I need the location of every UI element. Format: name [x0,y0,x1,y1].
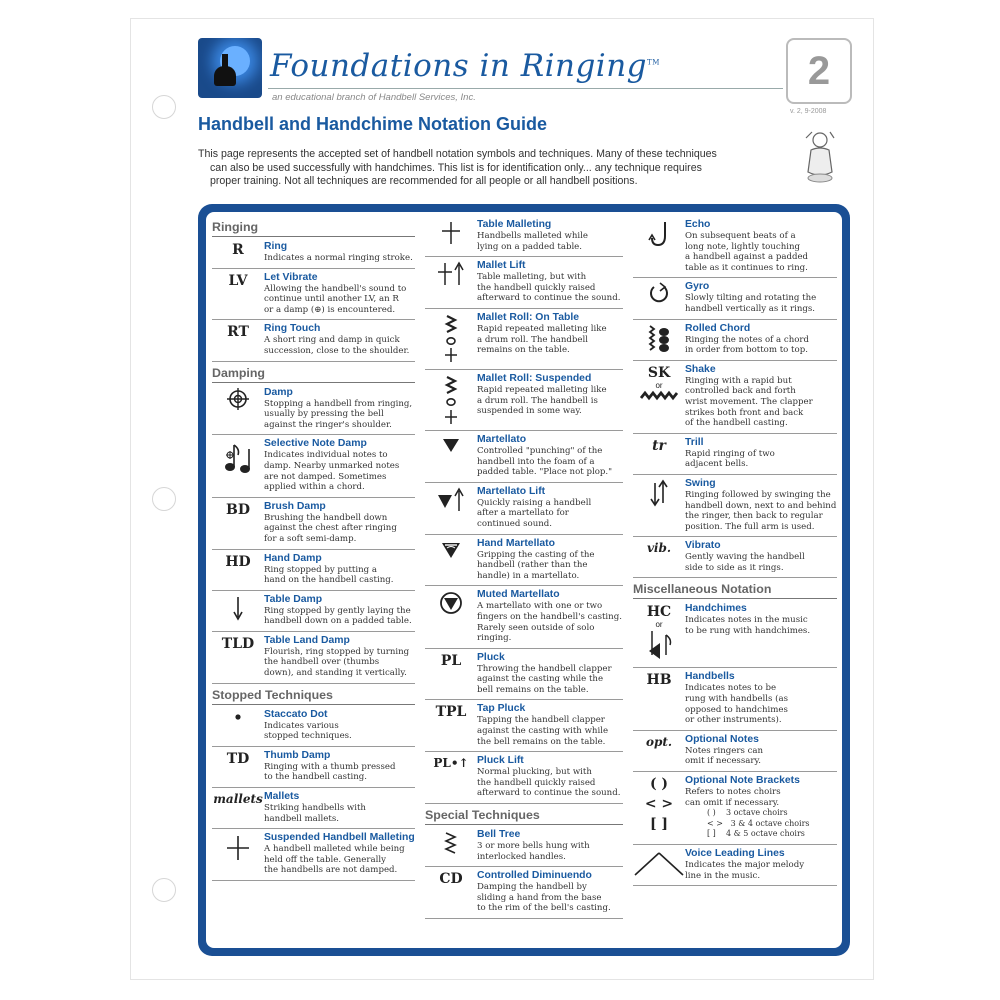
technique-description: usually by pressing the bell [264,409,384,420]
notation-entry-mallets [212,788,415,829]
notation-symbol [212,501,264,545]
notation-entry-table-malleting [425,216,623,257]
notation-entry-handchimes [633,600,837,668]
notation-entry-gyro [633,278,837,319]
technique-description: damp. Nearby unmarked notes [264,460,400,471]
notation-entry-mallet-roll-on-table [425,309,623,370]
notation-symbol [633,323,685,356]
technique-name: Table Malleting [477,219,552,230]
page-number: 2 [786,38,852,104]
technique-name: Bell Tree [477,829,521,841]
technique-description: strikes both front and back [685,407,804,418]
notation-entry-mallet-roll-suspended [425,370,623,431]
technique-description: Tapping the handbell clapper [477,715,605,726]
technique-description: hand on the handbell casting. [264,575,394,586]
notation-entry-table-land-damp [212,632,415,684]
symbol-text: vib. [646,541,672,556]
symbol-text: RT [227,324,249,341]
notation-symbol [633,848,685,881]
technique-description: against the ringer's shoulder. [264,419,392,430]
notation-column-2 [425,216,623,919]
section-heading-miscellaneous-notation: Miscellaneous Notation [633,578,837,599]
technique-description: held off the table. Generally [264,854,386,865]
technique-description: the handbells are not damped. [264,865,398,876]
technique-description: 3 or more bells hung with [477,841,590,852]
technique-description: to the rim of the bell's casting. [477,903,611,914]
symbol-or-label: or [655,620,663,630]
notation-symbol [212,594,264,627]
technique-description: succession, close to the shoulder. [264,345,410,356]
notation-entry-shake [633,361,837,434]
technique-description: Gripping the casting of the [477,549,595,560]
notation-symbol [425,373,477,426]
technique-description: the handbell quickly raised [477,777,596,788]
technique-description: long note, lightly touching [685,241,801,252]
technique-name: Echo [685,219,711,230]
technique-description: Indicates the major melody [685,860,805,870]
notation-entry-optional-notes [633,731,837,772]
symbol-or-label: or [655,380,663,390]
technique-name: Trill [685,436,704,448]
bell-tree-icon [425,830,477,858]
technique-name: Handbells [685,671,735,683]
technique-name: Hand Damp [264,552,322,564]
technique-description: Ringing with a rapid but [685,375,792,386]
technique-description: rung with handbells (as [685,694,789,705]
technique-name: Optional Notes [685,733,759,745]
symbol-text: BD [226,501,250,518]
technique-description: after a martellato for [477,508,569,519]
technique-name: Controlled Diminuendo [477,870,592,882]
technique-description: the ringer, then back to regular [685,511,823,522]
technique-name: Table Damp [264,593,323,605]
technique-description: Stopping a handbell from ringing, [264,398,413,409]
notation-symbol [212,553,264,586]
swing-arrows-icon [633,479,685,507]
technique-name: Suspended Handbell Malleting [264,832,415,844]
technique-description: in order from bottom to top. [685,345,808,356]
technique-name: Table Land Damp [264,634,350,646]
technique-description: Striking handbells with [264,803,366,814]
symbol-text: PL [440,652,462,669]
notation-entry-table-damp [212,591,415,632]
technique-description: are not damped. Sometimes [264,471,387,482]
notation-entry-hand-martellato [425,535,623,587]
technique-description: Flourish, ring stopped by turning [264,646,410,657]
notation-symbol [633,364,685,429]
technique-name: Staccato Dot [264,708,328,720]
technique-name: Tap Pluck [477,703,526,715]
technique-description: the bell remains on the table. [477,736,606,747]
symbol-text: HC [646,604,672,621]
notation-entry-handbells [633,668,837,730]
notation-symbol [212,750,264,783]
notation-entry-trill [633,434,837,475]
notation-entry-ring-touch [212,320,415,361]
notation-symbol [633,734,685,767]
notation-symbol [425,829,477,862]
tagline: an educational branch of Handbell Services, Inc. [272,92,476,103]
technique-description: for a soft semi-damp. [264,533,357,544]
voice-leading-icon [633,849,685,877]
technique-description: Allowing the handbell's sound to [264,283,407,294]
notation-entry-let-vibrate [212,269,415,321]
technique-description: Rapid repeated malleting like [477,323,607,334]
notation-entry-swing [633,475,837,537]
technique-name: Pluck [477,651,505,663]
technique-description: position. The full arm is used. [685,521,815,532]
notation-symbol [212,323,264,356]
selective-damp-notes-icon [212,439,264,475]
rolled-chord-icon [633,324,685,354]
notation-entry-echo [633,216,837,278]
gyro-icon [633,282,685,306]
notation-entry-controlled-diminuendo [425,867,623,919]
section-heading-stopped-techniques: Stopped Techniques [212,684,415,705]
notation-symbol [425,260,477,304]
ringer-mascot-icon [800,128,840,184]
technique-name: Vibrato [685,540,721,552]
technique-name: Damp [264,386,293,398]
notation-symbol [425,312,477,365]
notation-entry-suspended-handbell-malleting [212,829,415,881]
brand-underline [268,88,783,89]
symbol-text: TD [226,750,250,767]
technique-name: Shake [685,363,716,375]
technique-name: Martellato Lift [477,485,546,497]
notation-symbol [633,540,685,573]
symbol-text: [ ] [649,816,669,833]
notation-symbol [212,272,264,316]
technique-description: Rapid repeated malleting like [477,384,607,395]
technique-name: Rolled Chord [685,322,751,334]
technique-description: Quickly raising a handbell [477,497,592,508]
notation-entry-rolled-chord [633,320,837,361]
technique-name: Ring Touch [264,323,321,335]
technique-description: the handbell over (thumbs [264,657,380,668]
section-heading-special-techniques: Special Techniques [425,804,623,825]
technique-name: Mallet Roll: On Table [477,311,579,323]
technique-description: Normal plucking, but with [477,767,592,778]
technique-description: remains on the table. [477,345,570,356]
mallet-lift-icon [425,261,477,287]
notation-entry-optional-note-brackets [633,772,837,845]
handchime-note-icon [633,629,685,663]
logo-icon [198,38,262,98]
symbol-text: HD [225,553,251,570]
technique-description: or a damp (⊕) is encountered. [264,304,396,315]
technique-description: continue until another LV, an R [264,294,399,305]
echo-icon [633,220,685,248]
binder-hole [152,95,176,119]
technique-description: Handbells malleted while [477,231,588,241]
martellato-lift-icon [425,487,477,513]
notation-symbol [425,538,477,582]
technique-description: to be rung with handchimes. [685,626,811,637]
technique-description: Damping the handbell by [477,882,587,893]
mallet-roll-table-icon [425,313,477,365]
technique-description: the handbell quickly raised [477,282,596,293]
technique-description: handbell (rather than the [477,560,588,571]
technique-description: down), and standing it vertically. [264,668,407,679]
technique-description: Ringing with a thumb pressed [264,761,396,772]
technique-description: to the handbell casting. [264,772,367,783]
notation-entry-ring [212,238,415,269]
technique-description: controlled back and forth [685,386,796,397]
notation-entry-martellato-lift [425,483,623,535]
technique-name: Ring [264,241,288,252]
technique-description: a drum roll. The handbell [477,334,588,345]
technique-description: Notes ringers can [685,745,764,756]
notation-entry-selective-note-damp [212,435,415,497]
technique-description: A handbell malleted while being [264,844,405,855]
technique-name: Optional Note Brackets [685,775,800,787]
technique-description: Rapid ringing of two [685,448,775,459]
notation-entry-staccato-dot [212,706,415,747]
technique-description: adjacent bells. [685,459,749,470]
notation-symbol [633,219,685,273]
technique-description: a handbell against a padded [685,252,809,263]
symbol-text: < > [644,796,674,813]
technique-description: interlocked handles. [477,851,566,862]
technique-description: handbell vertically as it rings. [685,303,816,314]
technique-name: Gyro [685,281,710,293]
technique-name: Martellato [477,433,527,445]
notation-symbol [633,478,685,532]
notation-symbol [425,486,477,530]
notation-entry-vibrato [633,537,837,578]
symbol-text: PL•↑ [433,756,469,771]
notation-entry-mallet-lift [425,257,623,309]
notation-entry-muted-martellato [425,586,623,648]
technique-description: opposed to handchimes [685,704,788,715]
symbol-text: mallets [213,792,263,807]
notation-symbol [425,589,477,643]
notation-symbol [633,281,685,314]
section-heading-ringing: Ringing [212,216,415,237]
technique-name: Mallets [264,791,300,803]
technique-description: lying on a padded table. [477,241,583,252]
brand-name: Foundations in Ringing™ [270,48,660,84]
technique-description: Gently waving the handbell [685,552,805,563]
version-label: v. 2, 9-2008 [790,108,827,115]
intro-paragraph: This page represents the accepted set of handbell notation symbols and techniques. Many of these techniques can also be used successfully with handchimes. This list is for identification only... any technique requires proper training. Not all techniques are recommended for all people or all handbell positions. [198,148,717,187]
technique-description: of the handbell casting. [685,418,788,429]
staccato-dot-icon [212,710,264,724]
technique-description: wrist movement. The clapper [685,396,813,407]
technique-description: Ringing the notes of a chord [685,334,810,345]
notation-entry-pluck-lift [425,752,623,804]
technique-description: against the chest after ringing [264,523,397,534]
notation-symbol [212,709,264,742]
bracket-legend-line: [ ] 4 & 5 octave choirs [707,829,805,839]
technique-description: applied within a chord. [264,482,365,493]
technique-description: padded table. "Place not plop." [477,467,613,478]
notation-entry-thumb-damp [212,747,415,788]
symbol-text: LV [228,272,248,289]
notation-symbol [633,775,685,840]
technique-description: continued sound. [477,518,552,529]
technique-description: bell remains on the table. [477,684,589,695]
technique-description: Rarely seen outside of solo ringing. [477,622,595,644]
symbol-text: ( ) [649,776,669,793]
table-mallet-icon [425,220,477,246]
technique-description: table as it continues to ring. [685,262,808,273]
technique-description: handbell down on a padded table. [264,616,412,627]
technique-description: Indicates notes to be [685,683,777,694]
technique-name: Voice Leading Lines [685,848,785,859]
technique-name: Hand Martellato [477,537,555,549]
notation-symbol [212,791,264,824]
notation-column-1 [212,216,415,881]
technique-name: Mallet Lift [477,260,526,272]
bracket-legend-line: ( ) 3 octave choirs [707,808,788,818]
symbol-text: SK [647,364,671,381]
technique-description: Throwing the handbell clapper [477,663,612,674]
notation-entry-bell-tree [425,826,623,867]
notation-symbol [633,671,685,725]
technique-description: fingers on the handbell's casting. [477,611,622,622]
down-arrow-icon [212,595,264,621]
symbol-text: CD [439,871,463,888]
technique-description: or other instruments). [685,715,782,726]
symbol-text: TPL [435,704,467,721]
technique-description: Brushing the handbell down [264,512,388,523]
technique-description: handbell down, next to and behind [685,500,837,511]
technique-description: handbell into the foam of a [477,456,595,467]
technique-description: afterward to continue the sound. [477,293,621,304]
notation-entry-pluck [425,649,623,701]
symbol-text: TLD [221,635,255,652]
technique-name: Mallet Roll: Suspended [477,372,592,384]
technique-description: against the casting with while [477,726,609,737]
symbol-text: tr [652,437,666,454]
notation-symbol [425,755,477,799]
notation-symbol [425,703,477,747]
martellato-icon [425,435,477,455]
technique-description: Indicates a normal ringing stroke. [264,253,413,263]
technique-name: Let Vibrate [264,271,318,283]
technique-description: sliding a hand from the base [477,892,602,903]
technique-description: Ring stopped by gently laying the [264,605,411,616]
section-heading-damping: Damping [212,362,415,383]
technique-description: against the casting while the [477,674,604,685]
notation-entry-martellato [425,431,623,483]
binder-hole [152,878,176,902]
technique-description: Slowly tilting and rotating the [685,293,817,304]
technique-description: Refers to notes choirs [685,787,781,798]
technique-description: Controlled "punching" of the [477,445,603,456]
notation-symbol [425,219,477,252]
notation-entry-hand-damp [212,550,415,591]
symbol-text: opt. [645,734,673,749]
shake-wave-icon [633,390,685,402]
technique-description: Indicates notes in the music [685,615,808,626]
notation-entry-brush-damp [212,498,415,550]
technique-name: Brush Damp [264,500,326,512]
technique-description: stopped techniques. [264,731,352,742]
hand-martellato-icon [425,539,477,561]
technique-name: Handchimes [685,603,747,615]
notation-symbol [633,603,685,663]
notation-symbol [212,387,264,431]
notation-symbol [425,652,477,696]
page-title: Handbell and Handchime Notation Guide [198,114,548,134]
notation-entry-voice-leading-lines [633,845,837,886]
notation-symbol [425,870,477,914]
technique-name: Thumb Damp [264,749,331,761]
notation-symbol [425,434,477,478]
binder-hole [152,487,176,511]
technique-description: On subsequent beats of a [685,231,796,241]
technique-description: Ringing followed by swinging the [685,489,831,500]
muted-martellato-icon [425,590,477,616]
notation-column-3 [633,216,837,886]
notation-symbol [212,832,264,876]
technique-description: A short ring and damp in quick [264,335,400,346]
mallet-roll-suspended-icon [425,374,477,426]
technique-description: a drum roll. The handbell is [477,395,598,406]
technique-name: Selective Note Damp [264,438,367,450]
technique-description: A martellato with one or two [477,601,603,612]
technique-description: afterward to continue the sound. [477,788,621,799]
technique-description: handle) in a martellato. [477,570,580,581]
symbol-text: R [232,242,244,258]
technique-name: Swing [685,477,716,489]
notation-symbol [212,241,264,264]
technique-name: Muted Martellato [477,589,560,601]
damp-symbol-icon [212,388,264,410]
notation-entry-tap-pluck [425,700,623,752]
technique-description: suspended in some way. [477,406,582,417]
technique-description: Indicates individual notes to [264,450,388,461]
technique-description: side to side as it rings. [685,562,784,573]
notation-symbol [633,437,685,470]
plus-icon [212,833,264,863]
notation-symbol [212,438,264,492]
bracket-legend-line: < > 3 & 4 octave choirs [707,818,810,828]
technique-description: omit if necessary. [685,756,761,767]
notation-entry-damp [212,384,415,436]
symbol-text: HB [646,672,672,689]
technique-description: line in the music. [685,870,761,881]
technique-name: Pluck Lift [477,755,524,767]
technique-description: Indicates various [264,720,339,731]
technique-description: Table malleting, but with [477,272,587,283]
notation-symbol [212,635,264,679]
technique-description: Ring stopped by putting a [264,564,378,575]
technique-description: handbell mallets. [264,813,339,824]
technique-description: can omit if necessary. [685,797,780,808]
